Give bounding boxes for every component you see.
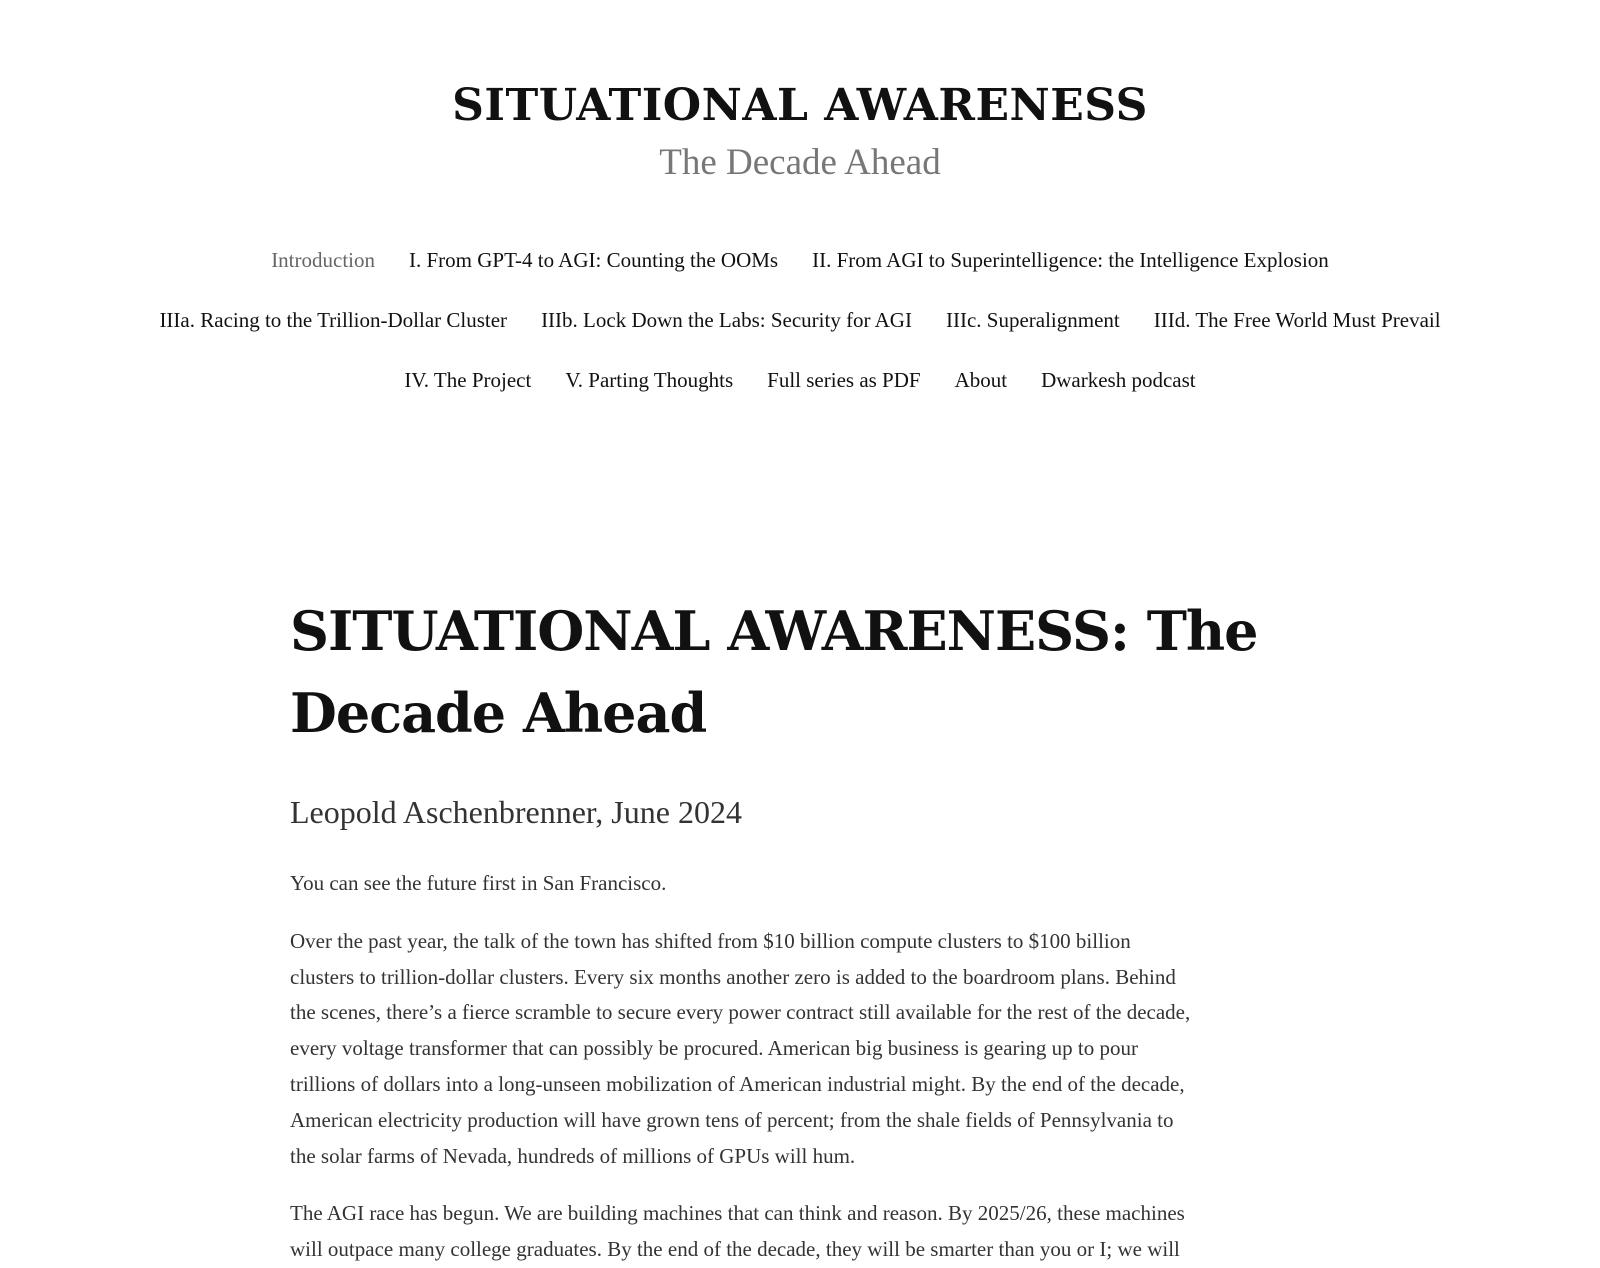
nav-item-full-series-pdf[interactable]: Full series as PDF: [767, 368, 921, 392]
nav-item-lock-down-the-labs[interactable]: IIIb. Lock Down the Labs: Security for AGI: [541, 308, 912, 332]
nav-row-2: [100, 290, 1500, 350]
article-paragraph-1: [290, 866, 1270, 902]
nav-row-1: [100, 230, 1500, 290]
nav-item-counting-the-ooms[interactable]: I. From GPT-4 to AGI: Counting the OOMs: [409, 248, 779, 272]
nav-item-superalignment[interactable]: IIIc. Superalignment: [945, 308, 1120, 332]
nav-item-the-project[interactable]: IV. The Project: [404, 368, 532, 392]
site-title[interactable]: SITUATIONAL AWARENESS: [452, 80, 1148, 131]
nav-item-intelligence-explosion[interactable]: II. From AGI to Superintelligence: the Intelligence Explosion: [812, 248, 1329, 272]
paragraph-line: trillions of dollars into a long-unseen mobilization of American industrial might. By the end of the decade,: [290, 1071, 1185, 1096]
nav-item-trillion-dollar-cluster[interactable]: IIIa. Racing to the Trillion-Dollar Cluster: [159, 308, 508, 332]
article-title: [290, 590, 1270, 754]
article-byline: Leopold Aschenbrenner, June 2024: [290, 794, 742, 830]
article: [290, 590, 1270, 1268]
article-paragraph-2: [290, 924, 1270, 1175]
article-title-line-2: Decade Ahead: [290, 681, 707, 745]
nav-item-dwarkesh-podcast[interactable]: Dwarkesh podcast: [1041, 368, 1196, 392]
main-nav: [100, 230, 1500, 410]
paragraph-line: Over the past year, the talk of the town has shifted from $10 billion compute clusters to $100 billion: [290, 928, 1131, 953]
nav-item-introduction[interactable]: Introduction: [271, 248, 375, 272]
paragraph-line: The AGI race has begun. We are building machines that can think and reason. By 2025/26, these machines: [290, 1201, 1185, 1226]
paragraph-line: will outpace many college graduates. By the end of the decade, they will be smarter than you or I; we will: [290, 1237, 1180, 1262]
paragraph-line: the solar farms of Nevada, hundreds of millions of GPUs will hum.: [290, 1143, 856, 1168]
site-tagline: The Decade Ahead: [659, 142, 941, 183]
nav-item-free-world-must-prevail[interactable]: IIId. The Free World Must Prevail: [1153, 308, 1441, 332]
paragraph-line: American electricity production will have grown tens of percent; from the shale fields of Pennsylvania to: [290, 1107, 1174, 1132]
paragraph-line: You can see the future first in San Francisco.: [290, 871, 667, 895]
nav-item-parting-thoughts[interactable]: V. Parting Thoughts: [565, 368, 734, 392]
paragraph-line: clusters to trillion-dollar clusters. Every six months another zero is added to the boardroom plans. Behind: [290, 964, 1176, 989]
article-paragraph-3: [290, 1196, 1270, 1268]
nav-row-3: [100, 350, 1500, 410]
paragraph-line: the scenes, there’s a fierce scramble to secure every power contract still available for the rest of the decade,: [290, 1000, 1191, 1025]
nav-item-about[interactable]: About: [954, 368, 1008, 392]
site-header: [0, 0, 1600, 186]
paragraph-line: every voltage transformer that can possibly be procured. American big business is gearing up to pour: [290, 1036, 1138, 1061]
article-title-line-1: SITUATIONAL AWARENESS: The: [290, 599, 1258, 663]
